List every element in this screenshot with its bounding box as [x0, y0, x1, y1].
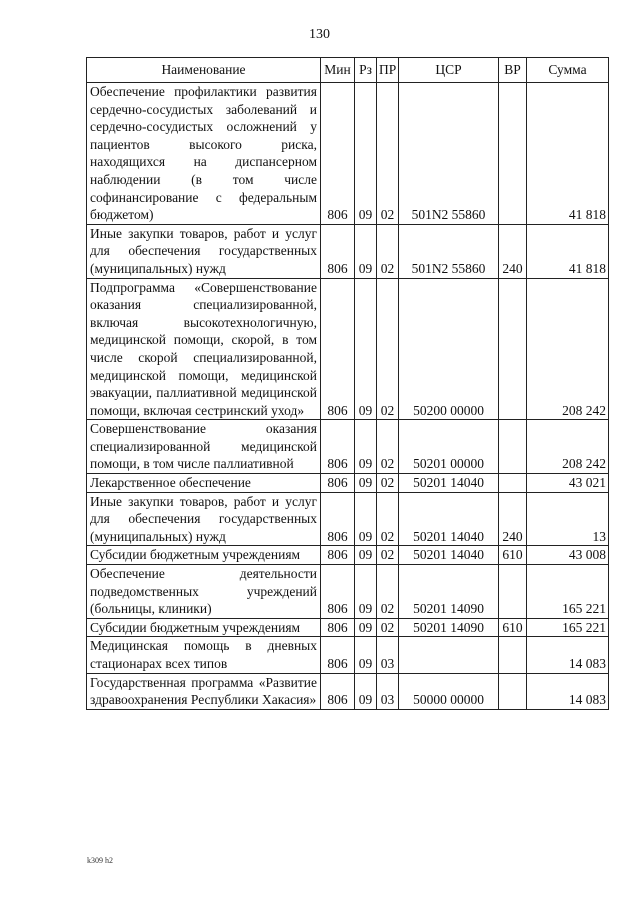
- table-row: [87, 474, 609, 493]
- row-rz: 09: [355, 637, 377, 673]
- row-sum: 41 818: [527, 83, 609, 225]
- row-vr: 610: [499, 618, 527, 637]
- row-name: Субсидии бюджетным учреждениям: [87, 618, 321, 637]
- table-row: [87, 565, 609, 619]
- row-rz: 09: [355, 474, 377, 493]
- row-min: 806: [321, 420, 355, 474]
- table-row: [87, 546, 609, 565]
- row-csr: 501N2 55860: [399, 83, 499, 225]
- row-min: 806: [321, 637, 355, 673]
- row-pr: 02: [377, 565, 399, 619]
- row-sum: 165 221: [527, 565, 609, 619]
- table-row: [87, 637, 609, 673]
- row-name: Обеспечение профилактики развития сердечно-сосудистых заболеваний и сердечно-сосудистых осложнений у пациентов высокого риска, находящихся на диспансерном наблюдении (в том числе софинансирование с федеральным бюджетом): [87, 83, 321, 225]
- row-sum: 208 242: [527, 278, 609, 420]
- header-min: Мин: [321, 58, 355, 83]
- row-rz: 09: [355, 546, 377, 565]
- row-pr: 02: [377, 492, 399, 546]
- row-sum: 14 083: [527, 637, 609, 673]
- row-vr: [499, 420, 527, 474]
- row-rz: 09: [355, 565, 377, 619]
- table-row: [87, 83, 609, 225]
- row-sum: 14 083: [527, 673, 609, 709]
- row-csr: 50201 14090: [399, 565, 499, 619]
- row-csr: 50201 00000: [399, 420, 499, 474]
- row-name: Обеспечение деятельности подведомственных учреждений (больницы, клиники): [87, 565, 321, 619]
- table-row: [87, 278, 609, 420]
- row-csr: 501N2 55860: [399, 224, 499, 278]
- row-rz: 09: [355, 83, 377, 225]
- row-name: Иные закупки товаров, работ и услуг для обеспечения государственных (муниципальных) нужд: [87, 224, 321, 278]
- row-sum: 43 021: [527, 474, 609, 493]
- row-vr: [499, 278, 527, 420]
- row-vr: [499, 565, 527, 619]
- header-pr: ПР: [377, 58, 399, 83]
- row-min: 806: [321, 673, 355, 709]
- row-name: Лекарственное обеспечение: [87, 474, 321, 493]
- row-min: 806: [321, 474, 355, 493]
- header-csr: ЦСР: [399, 58, 499, 83]
- row-name: Подпрограмма «Совершенствование оказания специализированной, включая высокотехнологичную, медицинской помощи, скорой, в том числе скорой специализированной, медицинской помощи, медицинской эвакуации, паллиативной медицинской помощи, включая сестринский уход»: [87, 278, 321, 420]
- row-vr: [499, 83, 527, 225]
- table-row: [87, 673, 609, 709]
- table-header-row: [87, 58, 609, 83]
- row-vr: [499, 474, 527, 493]
- row-pr: 02: [377, 83, 399, 225]
- row-sum: 43 008: [527, 546, 609, 565]
- row-vr: [499, 673, 527, 709]
- row-pr: 02: [377, 420, 399, 474]
- row-min: 806: [321, 224, 355, 278]
- header-vr: ВР: [499, 58, 527, 83]
- header-sum: Сумма: [527, 58, 609, 83]
- row-min: 806: [321, 565, 355, 619]
- row-csr: 50200 00000: [399, 278, 499, 420]
- row-sum: 208 242: [527, 420, 609, 474]
- header-rz: Рз: [355, 58, 377, 83]
- row-rz: 09: [355, 278, 377, 420]
- table-row: [87, 420, 609, 474]
- row-min: 806: [321, 83, 355, 225]
- row-name: Медицинская помощь в дневных стационарах всех типов: [87, 637, 321, 673]
- row-rz: 09: [355, 224, 377, 278]
- row-vr: 240: [499, 224, 527, 278]
- row-pr: 03: [377, 637, 399, 673]
- row-rz: 09: [355, 673, 377, 709]
- row-pr: 02: [377, 546, 399, 565]
- row-name: Субсидии бюджетным учреждениям: [87, 546, 321, 565]
- row-csr: 50000 00000: [399, 673, 499, 709]
- table-row: [87, 224, 609, 278]
- row-csr: 50201 14090: [399, 618, 499, 637]
- row-rz: 09: [355, 420, 377, 474]
- row-min: 806: [321, 278, 355, 420]
- budget-table: [86, 57, 609, 710]
- row-name: Иные закупки товаров, работ и услуг для обеспечения государственных (муниципальных) нужд: [87, 492, 321, 546]
- row-pr: 02: [377, 618, 399, 637]
- row-min: 806: [321, 546, 355, 565]
- row-pr: 03: [377, 673, 399, 709]
- row-pr: 02: [377, 474, 399, 493]
- row-sum: 41 818: [527, 224, 609, 278]
- page-number: 130: [309, 27, 330, 42]
- row-name: Государственная программа «Развитие здравоохранения Республики Хакасия»: [87, 673, 321, 709]
- row-min: 806: [321, 492, 355, 546]
- row-rz: 09: [355, 492, 377, 546]
- header-name: Наименование: [87, 58, 321, 83]
- footer-code: k309 h2: [87, 856, 113, 865]
- row-vr: 240: [499, 492, 527, 546]
- row-pr: 02: [377, 278, 399, 420]
- row-vr: 610: [499, 546, 527, 565]
- row-csr: 50201 14040: [399, 492, 499, 546]
- row-sum: 165 221: [527, 618, 609, 637]
- row-pr: 02: [377, 224, 399, 278]
- row-sum: 13: [527, 492, 609, 546]
- row-vr: [499, 637, 527, 673]
- row-min: 806: [321, 618, 355, 637]
- table-row: [87, 492, 609, 546]
- row-csr: 50201 14040: [399, 546, 499, 565]
- row-rz: 09: [355, 618, 377, 637]
- row-name: Совершенствование оказания специализированной медицинской помощи, в том числе паллиативной: [87, 420, 321, 474]
- row-csr: 50201 14040: [399, 474, 499, 493]
- table-row: [87, 618, 609, 637]
- row-csr: [399, 637, 499, 673]
